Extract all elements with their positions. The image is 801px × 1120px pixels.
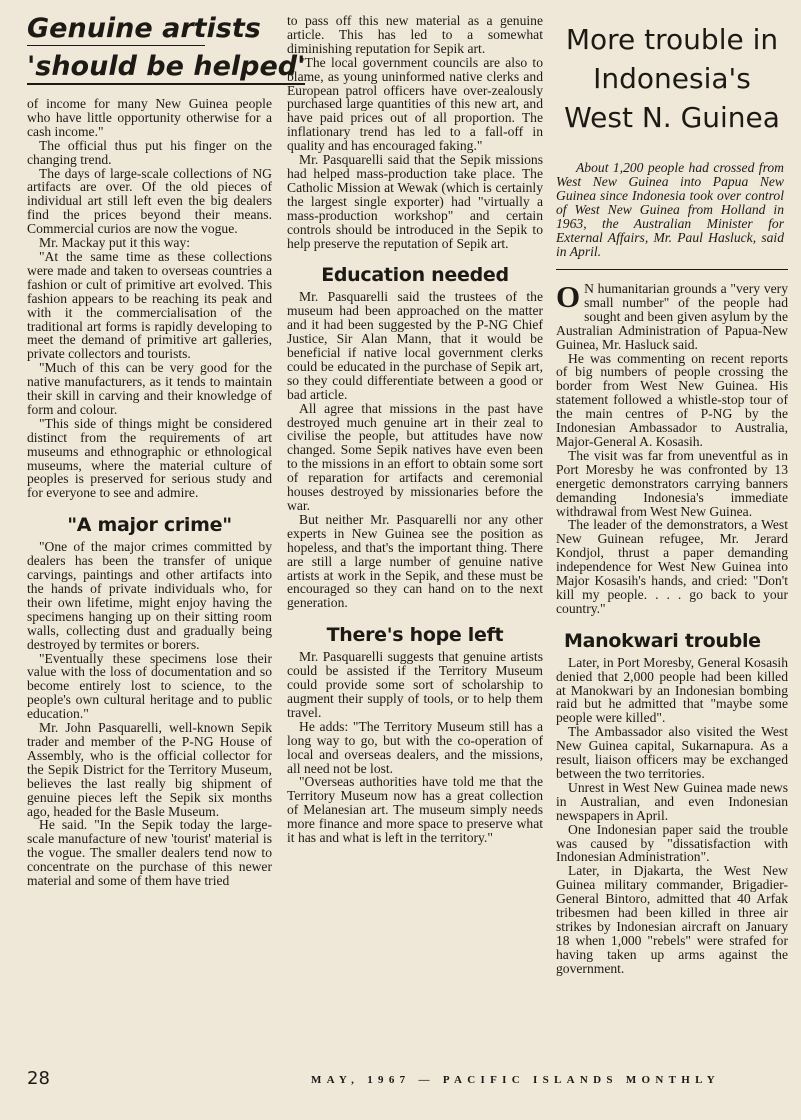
body-paragraph: "Overseas authorities have told me that the Territory Museum now has a great collection of Melanesian art. The museum simply needs more finance and more space to preserve what it has and what is left in the territory." [287,774,543,846]
body-paragraph: He adds: "The Territory Museum still has a long way to go, but with the co-operation of local and overseas dealers, and the missions, all need not be lost. [287,718,543,776]
body-paragraph: Mr. Pasquarelli suggests that genuine artists could be assisted if the Territory Museum could provide some sort of scholarship to augment their supply of tools, or to help them travel. [287,649,543,720]
subheading-major-crime: "A major crime" [67,514,232,537]
body-paragraph: "Much of this can be very good for the native manufacturers, as it tends to maintain their skill in carving and their knowledge of form and colour. [27,360,272,417]
subheading-manokwari: Manokwari trouble [564,629,761,652]
headline-divider [27,45,205,46]
drop-cap: O [556,279,581,314]
article-title-indonesia [556,20,788,137]
body-paragraph: The visit was far from uneventful as in Port Moresby he was confronted by 13 energetic demonstrators carrying banners demanding Indonesia's immediate withdrawal from West New Guinea. [556,447,788,519]
body-paragraph: "Eventually these specimens lose their value with the loss of documentation and so become entirely lost to science, to the people's own cultural heritage and to public education." [27,650,272,722]
body-paragraph: "One of the major crimes committed by dealers has been the transfer of unique carvings, paintings and other artifacts into the hands of private individuals who, for their own lifetime, might enjoy having the specimens hanging up on their sitting room walls, collecting dust and gradually being destroyed by termites or borers. [27,539,272,652]
body-paragraph: He was commenting on recent reports of big numbers of people crossing the border from West New Guinea. His statement followed a whistle-stop tour of the main centres of P-NG by the Indonesian Ambassador to Australia, Major-General A. Kosasih. [556,350,788,449]
body-paragraph: Mr. Mackay put it this way: [39,235,191,251]
body-paragraph: "The local government councils are also to blame, as young uninformed native clerks and European patrol officers have over-zealously purchased large quantities of this new art, and have paid prices out of all proportion. The inflationary trend has led to a fall-off in quality and has encouraged faking." [287,54,543,154]
body-paragraph: "At the same time as these collections were made and taken to overseas countries a fashion or cult of primitive art evolved. This fashion appears to be reaching its peak and with it the commercialisation of the traditional art forms is rapidly developing to meet the demand of primitive art galleries, private collectors and tourists. [27,248,272,362]
body-paragraph: But neither Mr. Pasquarelli nor any other experts in New Guinea see the position as hopeless, and that's the important thing. There are still a large number of genuine native artists at work in the Sepik, and these must be encouraged so they can hand on to the next generation. [287,511,543,611]
body-paragraph: Mr. John Pasquarelli, well-known Sepik trader and member of the P-NG House of Assembly, who is the official collector for the Sepik District for the Territory Museum, believes the last really big shipment of genuine pieces left the Sepik six months ago, headed for the Basle Museum. [27,720,272,819]
title-line: Indonesia's [593,62,751,95]
page-number: 28 [27,1068,50,1089]
body-paragraph: Mr. Pasquarelli said that the Sepik missions had helped mass-production take place. The Catholic Mission at Wewak (which is certainly the largest single exporter) had "virtually a mass-production workshop" and certain controls should be introduced in the Sepik to help preserve the reputation of Sepik art. [287,152,543,251]
article-headline [27,13,306,85]
running-footer: MAY, 1967 — PACIFIC ISLANDS MONTHLY [311,1074,720,1086]
body-paragraph: The Ambassador also visited the West New Guinea capital, Sukarnapura. As a result, liaison officers may be exchanged between the two territories. [556,724,788,781]
body-paragraph: The official thus put his finger on the changing trend. [27,137,272,167]
headline-line-2: 'should be helped' [27,52,305,85]
body-paragraph: All agree that missions in the past have destroyed much genuine art in their zeal to civilise the people, but attitudes have now changed. Some Sepik natives have even been to the missions in an effort to obtain some sort of reparation for artifacts and ceremonial houses destroyed by missionaries before the war. [287,400,543,513]
title-line: More trouble in [565,23,779,56]
body-paragraph: Later, in Port Moresby, General Kosasih denied that 2,000 people had been killed at Manokwari by an Indonesian bombing raid but he admitted that "maybe some people were killed". [556,654,788,726]
body-paragraph: Mr. Pasquarelli said the trustees of the museum had been approached on the matter and it had been suggested by the P-NG Chief Justice, Sir Alan Mann, that it would be beneficial if native local government clerks could be educated in the purchase of Sepik art, so they could differentiate between a good or bad article. [287,289,543,402]
body-paragraph: "This side of things might be considered distinct from the requirements of art museums and ethnographic or ethnological museums, where the material culture of peoples is preserved for serious study and for everyone to see and admire. [27,415,272,501]
body-paragraph: Unrest in West New Guinea made news in Australian, and even Indonesian newspapers in April. [556,779,788,823]
body-paragraph: to pass off this new material as a genuine article. This has led to a somewhat diminishing reputation for Sepik art. [287,13,543,56]
first-paragraph-text: N humanitarian grounds a "very very small number" of the people had sought and been given asylum by the Australian Administration of Papua-New Guinea, Mr. Hasluck said. [556,281,788,352]
page-footer [27,1068,787,1094]
column-3 [556,14,788,976]
body-paragraph-first [556,279,788,352]
body-paragraph: The days of large-scale collections of NG artifacts are over. Of the old pieces of individual art still left even the big dealers find the prices beyond their means. Commercial curios are now the vogue. [27,165,272,237]
column-2 [287,14,543,845]
standfirst-divider [556,269,788,270]
subheading-education-needed: Education needed [321,264,509,287]
article-standfirst: About 1,200 people had crossed from West New Guinea into Papua New Guinea since Indonesia took over control of West New Guinea from Holland in 1963, the Australian Minister for External Affairs, Mr. Paul Hasluck, said in April. [556,160,784,259]
body-paragraph: of income for many New Guinea people who have little opportunity otherwise for a cash income." [27,96,272,139]
body-paragraph: He said. "In the Sepik today the large-scale manufacture of new 'tourist' material is the vogue. The smaller dealers tend now to concentrate on the purchase of this newer material and some of them have tried [27,817,272,889]
title-line: West N. Guinea [564,101,780,134]
headline-line-1: Genuine artists [27,13,261,44]
body-paragraph: Later, in Djakarta, the West New Guinea military commander, Brigadier-General Bintoro, admitted that 40 Arfak tribesmen had been killed in three air strikes by Indonesian aircraft on January 18 when 1,000 "rebels" were strafed for having taken up arms against the government. [556,863,788,976]
subheading-hope-left: There's hope left [326,624,504,647]
body-paragraph: The leader of the demonstrators, a West New Guinean refugee, Mr. Jerard Kondjol, thrust a paper demanding independence for West New Guinea into Major Kosasih's hands, and cried: "Don't kill my people. . . . go back to your country." [556,517,788,616]
body-paragraph: One Indonesian paper said the trouble was caused by "dissatisfaction with Indonesian Administration". [556,821,788,865]
column-1 [27,13,306,889]
